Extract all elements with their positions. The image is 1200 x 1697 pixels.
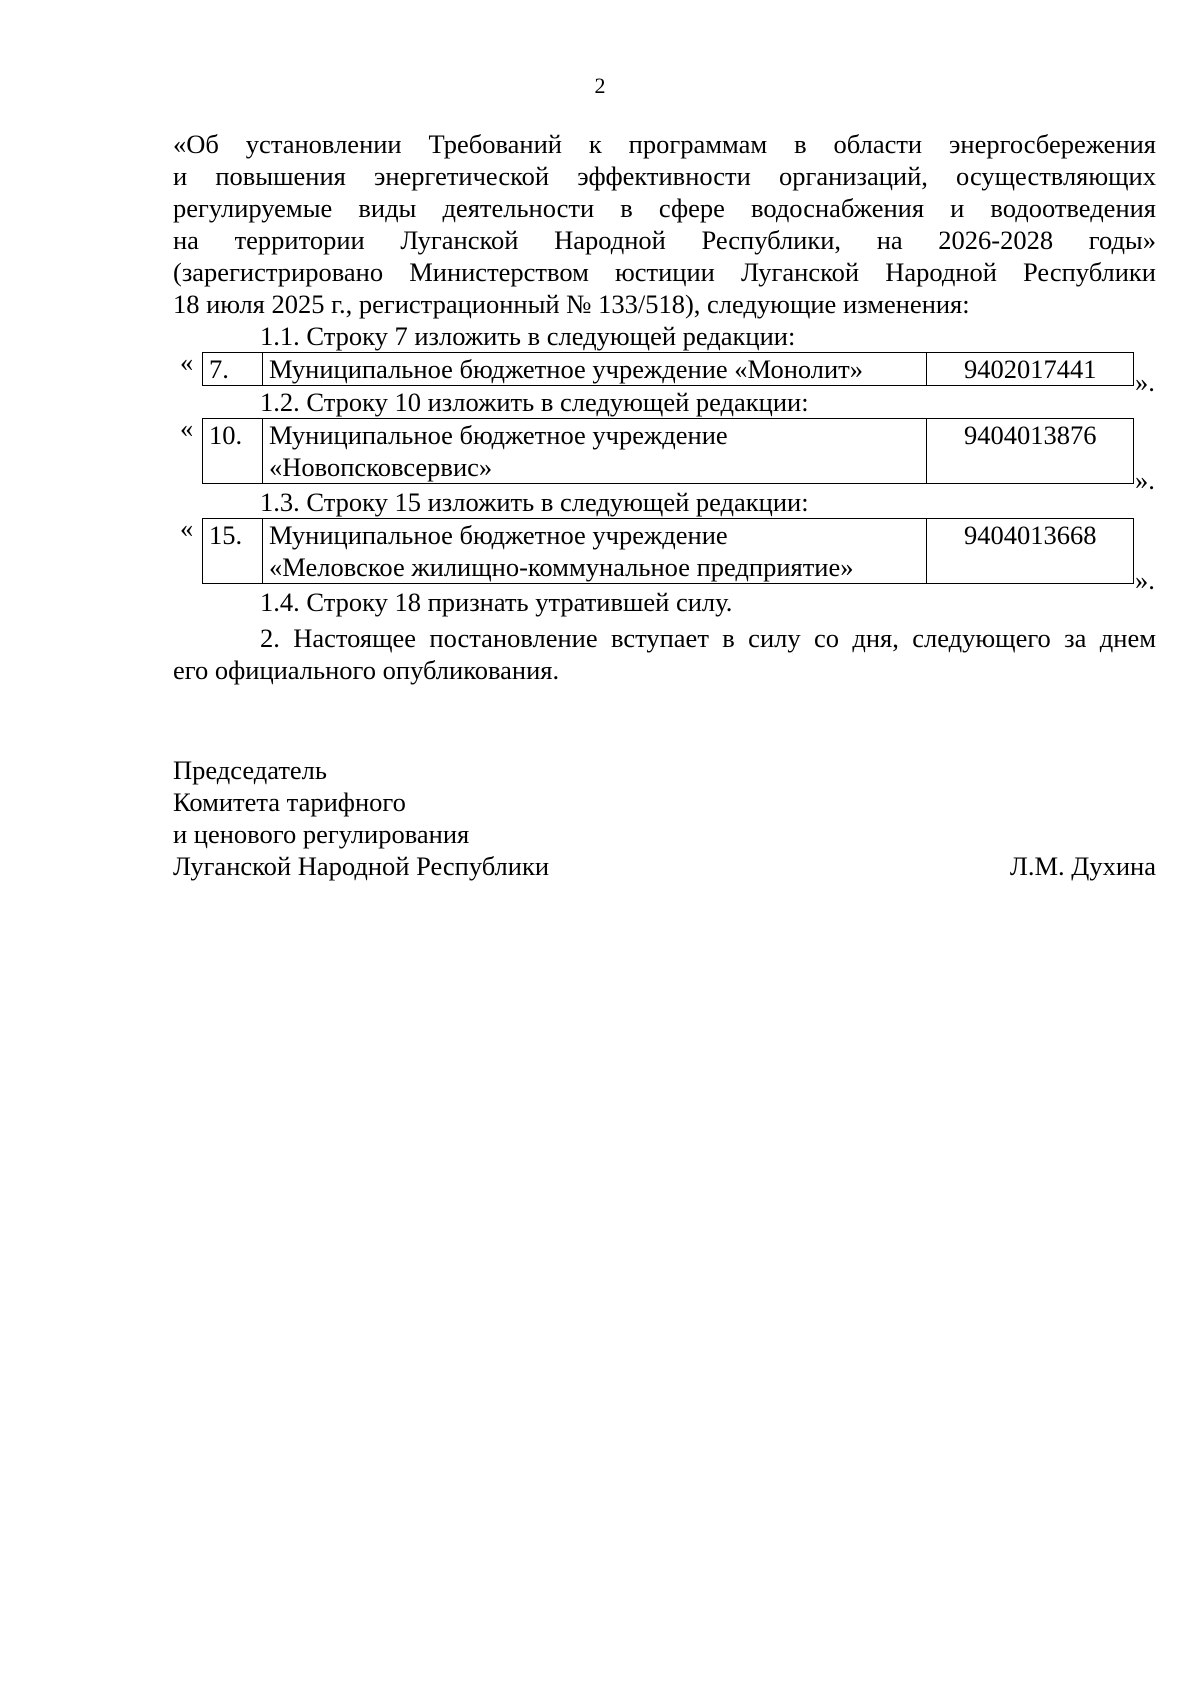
- inn-cell: 9402017441: [927, 353, 1134, 386]
- amendment-heading-1-2: 1.2. Строку 10 изложить в следующей редакции:: [260, 387, 809, 417]
- intro-line: 18 июля 2025 г., регистрационный № 133/518), следующие изменения:: [173, 289, 970, 319]
- row-number-cell: 7.: [203, 353, 263, 386]
- organization-name-cell: [263, 519, 927, 584]
- signatory-position: [173, 754, 549, 882]
- intro-line: (зарегистрировано Министерством юстиции Луганской Народной Республики: [173, 257, 1156, 287]
- amendment-heading-1-1: 1.1. Строку 7 изложить в следующей редакции:: [260, 321, 796, 351]
- intro-line: «Об установлении Требований к программам в области энергосбережения: [173, 129, 1156, 159]
- position-line: Комитета тарифного: [173, 787, 406, 817]
- close-quote: ».: [1135, 565, 1155, 595]
- inn-cell: 9404013668: [927, 519, 1134, 584]
- organization-name-line: «Меловское жилищно-коммунальное предприятие»: [269, 552, 854, 582]
- intro-line: регулируемые виды деятельности в сфере водоснабжения и водоотведения: [173, 193, 1156, 223]
- table-row: [203, 419, 1134, 484]
- position-line: Луганской Народной Республики: [173, 851, 550, 881]
- open-quote: «: [180, 347, 194, 377]
- organization-name-cell: Муниципальное бюджетное учреждение «Монолит»: [263, 353, 927, 386]
- organization-name-cell: [263, 419, 927, 484]
- amendment-table-row-10: [202, 418, 1134, 484]
- close-quote: ».: [1135, 465, 1155, 495]
- intro-line: на территории Луганской Народной Республики, на 2026-2028 годы»: [173, 225, 1156, 255]
- closing-line: 2. Настоящее постановление вступает в силу со дня, следующего за днем: [260, 623, 1156, 653]
- amendment-table-row-7: [202, 352, 1134, 386]
- position-line: и ценового регулирования: [173, 819, 470, 849]
- row-number-cell: 15.: [203, 519, 263, 584]
- organization-name-line: «Новопсковсервис»: [269, 452, 493, 482]
- amendment-table-row-15: [202, 518, 1134, 584]
- table-row: [203, 519, 1134, 584]
- page-number: 2: [594, 73, 606, 98]
- intro-paragraph: [173, 128, 1156, 320]
- intro-line: и повышения энергетической эффективности организаций, осуществляющих: [173, 161, 1156, 191]
- table-row: [203, 353, 1134, 386]
- organization-name-line: Муниципальное бюджетное учреждение: [269, 520, 728, 550]
- inn-cell: 9404013876: [927, 419, 1134, 484]
- position-line: Председатель: [173, 755, 327, 785]
- organization-name-line: Муниципальное бюджетное учреждение: [269, 420, 728, 450]
- amendment-heading-1-3: 1.3. Строку 15 изложить в следующей редакции:: [260, 487, 809, 517]
- closing-line: его официального опубликования.: [173, 655, 560, 685]
- close-quote: ».: [1135, 367, 1155, 397]
- amendment-point-1-4: 1.4. Строку 18 признать утратившей силу.: [260, 587, 733, 617]
- signatory-name: Л.М. Духина: [1009, 851, 1156, 881]
- closing-paragraph: [173, 622, 1156, 686]
- open-quote: «: [180, 413, 194, 443]
- open-quote: «: [180, 513, 194, 543]
- row-number-cell: 10.: [203, 419, 263, 484]
